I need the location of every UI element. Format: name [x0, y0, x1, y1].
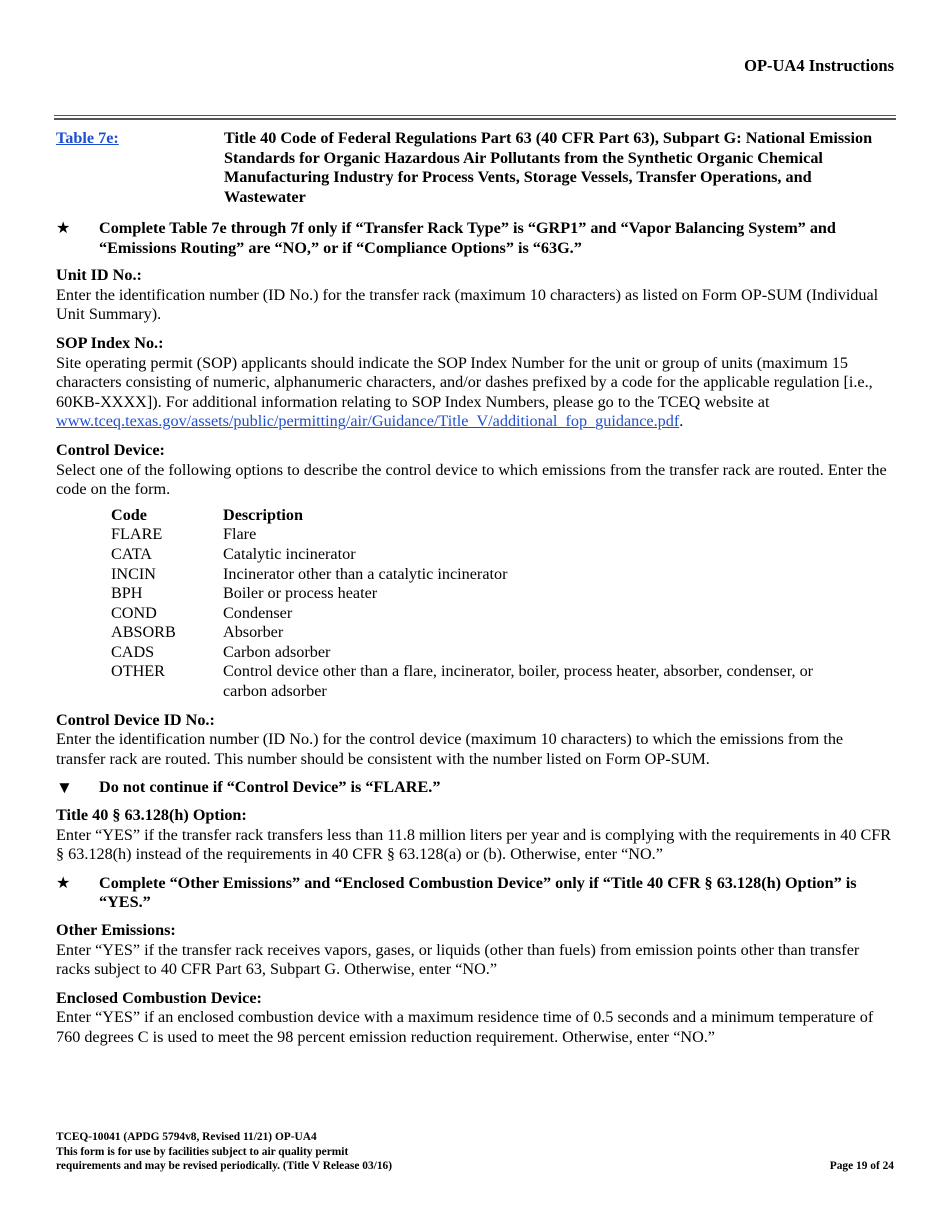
sop-text-end: . — [679, 412, 684, 431]
section-text: Enter “YES” if the transfer rack transfers less than 11.8 million liters per year and is complying with the requirements in 40 CFR § 63.128(h) instead of the requirements in 40 CFR § 63.128(a) or (b). Otherwise, enter “NO.” — [56, 825, 892, 864]
description-cell: Condenser — [223, 603, 293, 622]
table-title: Title 40 Code of Federal Regulations Part 63 (40 CFR Part 63), Subpart G: National Emission Standards for Organic Hazardous Air Pollutants from the Synthetic Organic Chemical Manufacturing Industry for Process Vents, Storage Vessels, Transfer Operations, and Wastewater — [224, 129, 873, 206]
section-heading: Title 40 § 63.128(h) Option: — [56, 806, 247, 825]
code-cell: CATA — [111, 544, 152, 563]
table-header-row — [111, 506, 853, 526]
section-unit-id — [56, 266, 896, 325]
code-cell: BPH — [111, 584, 143, 603]
section-sop-index — [56, 334, 896, 432]
table-row — [111, 623, 853, 643]
instructions-body — [56, 219, 896, 1057]
column-header-code: Code — [111, 505, 147, 524]
footer-revision-note: requirements and may be revised periodically. (Title V Release 03/16) — [56, 1160, 393, 1172]
description-cell: Control device other than a flare, incinerator, boiler, process heater, absorber, condenser, or carbon adsorber — [223, 662, 814, 701]
footer-form-id: TCEQ-10041 (APDG 5794v8, Revised 11/21) OP-UA4 — [56, 1131, 317, 1143]
description-cell: Absorber — [223, 623, 284, 642]
note-complete-other-emissions — [56, 874, 896, 913]
note-do-not-continue — [56, 778, 896, 798]
section-text: Enter the identification number (ID No.) for the control device (maximum 10 characters) to which the emissions from the transfer rack are routed. This number should be consistent with the number listed on Form OP-SUM. — [56, 730, 844, 768]
section-text: Enter “YES” if an enclosed combustion device with a maximum residence time of 0.5 seconds and a minimum temperature of 760 degrees C is used to meet the 98 percent emission reduction requirement. Otherwise, enter “NO.” — [56, 1008, 874, 1046]
table-row — [111, 565, 853, 585]
sop-text: Site operating permit (SOP) applicants should indicate the SOP Index Number for the unit or group of units (maximum 15 characters consisting of numeric, alphanumeric characters, and/or dashes prefixed by a code for the applicable regulation [i.e., 60KB-XXXX]). For additional information relating to SOP Index Numbers, please go to the TCEQ website at — [56, 353, 873, 411]
table-row — [111, 525, 853, 545]
note-complete-table — [56, 219, 896, 258]
note-text: Complete Table 7e through 7f only if “Transfer Rack Type” is “GRP1” and “Vapor Balancing System” and “Emissions Routing” are “NO,” or if “Compliance Options” is “63G.” — [99, 219, 836, 257]
table-row — [111, 584, 853, 604]
code-cell: FLARE — [111, 525, 163, 544]
section-enclosed-combustion — [56, 989, 896, 1048]
form-footer — [56, 1130, 476, 1174]
table-row — [111, 545, 853, 565]
code-cell: ABSORB — [111, 623, 176, 642]
description-cell: Boiler or process heater — [223, 584, 378, 603]
section-heading: Unit ID No.: — [56, 266, 142, 285]
section-text: Enter the identification number (ID No.) for the transfer rack (maximum 10 characters) as listed on Form OP-SUM (Individual Unit Summary). — [56, 285, 879, 324]
star-icon: ★ — [56, 873, 71, 892]
table-row — [111, 604, 853, 624]
section-128h-option — [56, 806, 896, 865]
table-row — [111, 643, 853, 663]
section-other-emissions — [56, 921, 896, 980]
table-row — [111, 662, 853, 701]
section-heading: Control Device ID No.: — [56, 710, 215, 729]
star-icon: ★ — [56, 219, 71, 237]
section-text: Select one of the following options to describe the control device to which emissions from the transfer rack are routed. Enter the code on the form. — [56, 460, 887, 499]
description-cell: Carbon adsorber — [223, 642, 331, 661]
description-cell: Incinerator other than a catalytic incinerator — [223, 564, 508, 583]
section-heading: Enclosed Combustion Device: — [56, 988, 262, 1007]
header-divider-thin — [54, 115, 896, 116]
note-text: Complete “Other Emissions” and “Enclosed Combustion Device” only if “Title 40 CFR § 63.128(h) Option” is “YES.” — [99, 873, 857, 912]
code-cell: INCIN — [111, 564, 156, 583]
description-cell: Flare — [223, 525, 257, 544]
section-heading: SOP Index No.: — [56, 333, 164, 352]
code-cell: COND — [111, 603, 157, 622]
section-control-device — [56, 441, 896, 500]
section-text: Enter “YES” if the transfer rack receives vapors, gases, or liquids (other than fuels) from emission points other than transfer racks subject to 40 CFR Part 63, Subpart G. Otherwise, enter “NO.” — [56, 940, 860, 979]
tceq-guidance-link[interactable]: www.tceq.texas.gov/assets/public/permitting/air/Guidance/Title_V/additional_fop_guidance.pdf — [56, 412, 680, 431]
section-heading: Other Emissions: — [56, 921, 176, 939]
header-divider-thick — [54, 118, 896, 120]
down-triangle-icon: ▼ — [56, 778, 73, 798]
table-7e-link[interactable]: Table 7e: — [56, 129, 119, 147]
column-header-description: Description — [223, 505, 304, 524]
footer-usage-note: This form is for use by facilities subject to air quality permit — [56, 1145, 349, 1158]
control-device-code-table — [111, 506, 853, 702]
document-header-title: OP-UA4 Instructions — [744, 56, 894, 75]
section-text — [56, 354, 896, 432]
code-cell: OTHER — [111, 662, 165, 681]
section-control-device-id — [56, 711, 896, 770]
code-cell: CADS — [111, 642, 155, 661]
section-heading: Control Device: — [56, 440, 165, 459]
note-text: Do not continue if “Control Device” is “FLARE.” — [99, 778, 441, 797]
page-number: Page 19 of 24 — [829, 1160, 894, 1172]
description-cell: Catalytic incinerator — [223, 544, 356, 563]
